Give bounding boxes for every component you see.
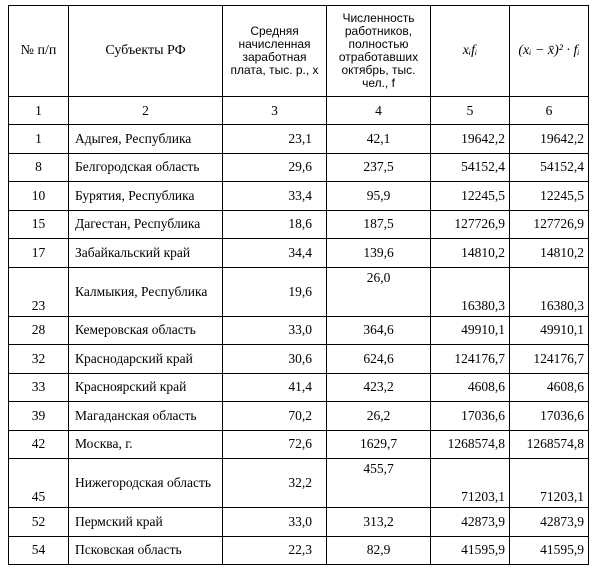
deviation-value: 41595,9: [510, 536, 589, 565]
subject-name: Красноярский край: [69, 373, 223, 402]
workers-value: 364,6: [327, 316, 431, 345]
deviation-value: 127726,9: [510, 210, 589, 239]
table-row: [9, 345, 589, 374]
column-number-row: [9, 97, 589, 125]
workers-value: 26,0: [327, 267, 431, 316]
table-row: [9, 125, 589, 154]
row-number: 28: [9, 316, 69, 345]
subject-name: Бурятия, Республика: [69, 182, 223, 211]
table-row: [9, 182, 589, 211]
workers-value: 26,2: [327, 402, 431, 431]
formula-deviation: (xᵢ − x̄)² · fᵢ: [518, 43, 580, 58]
deviation-value: 71203,1: [510, 459, 589, 508]
subject-name: Пермский край: [69, 508, 223, 537]
column-number: 4: [327, 97, 431, 125]
header-deviation: [510, 6, 589, 97]
deviation-value: 4608,6: [510, 373, 589, 402]
salary-value: 32,2: [223, 459, 327, 508]
header-row: [9, 6, 589, 97]
deviation-value: 124176,7: [510, 345, 589, 374]
row-number: 45: [9, 459, 69, 508]
xf-value: 14810,2: [431, 239, 510, 268]
table-row: [9, 210, 589, 239]
header-salary: Средняя начисленная заработная плата, тыс. р., х: [223, 6, 327, 97]
workers-value: 313,2: [327, 508, 431, 537]
xf-value: 1268574,8: [431, 430, 510, 459]
subject-name: Кемеровская область: [69, 316, 223, 345]
salary-value: 18,6: [223, 210, 327, 239]
salary-value: 33,0: [223, 316, 327, 345]
xf-value: 41595,9: [431, 536, 510, 565]
formula-xf: xᵢfᵢ: [462, 43, 478, 58]
xf-value: 42873,9: [431, 508, 510, 537]
subject-name: Забайкальский край: [69, 239, 223, 268]
column-number: 2: [69, 97, 223, 125]
xf-value: 4608,6: [431, 373, 510, 402]
table-row: [9, 267, 589, 316]
deviation-value: 14810,2: [510, 239, 589, 268]
deviation-value: 16380,3: [510, 267, 589, 316]
salary-value: 72,6: [223, 430, 327, 459]
deviation-value: 19642,2: [510, 125, 589, 154]
subject-name: Москва, г.: [69, 430, 223, 459]
subject-name: Адыгея, Республика: [69, 125, 223, 154]
salary-value: 19,6: [223, 267, 327, 316]
xf-value: 54152,4: [431, 153, 510, 182]
workers-value: 95,9: [327, 182, 431, 211]
workers-value: 237,5: [327, 153, 431, 182]
table-row: [9, 508, 589, 537]
deviation-value: 17036,6: [510, 402, 589, 431]
salary-value: 34,4: [223, 239, 327, 268]
workers-value: 1629,7: [327, 430, 431, 459]
xf-value: 127726,9: [431, 210, 510, 239]
row-number: 15: [9, 210, 69, 239]
row-number: 39: [9, 402, 69, 431]
column-number: 3: [223, 97, 327, 125]
workers-value: 455,7: [327, 459, 431, 508]
column-number: 5: [431, 97, 510, 125]
subject-name: Белгородская область: [69, 153, 223, 182]
header-workers: Численность работников, полностью отработавших октябрь, тыс. чел., f: [327, 6, 431, 97]
workers-value: 42,1: [327, 125, 431, 154]
row-number: 17: [9, 239, 69, 268]
row-number: 52: [9, 508, 69, 537]
salary-value: 33,4: [223, 182, 327, 211]
row-number: 1: [9, 125, 69, 154]
row-number: 33: [9, 373, 69, 402]
xf-value: 71203,1: [431, 459, 510, 508]
header-subject: Субъекты РФ: [69, 6, 223, 97]
workers-value: 82,9: [327, 536, 431, 565]
subject-name: Магаданская область: [69, 402, 223, 431]
salary-value: 29,6: [223, 153, 327, 182]
table-row: [9, 316, 589, 345]
table-row: [9, 459, 589, 508]
salary-value: 70,2: [223, 402, 327, 431]
row-number: 32: [9, 345, 69, 374]
row-number: 10: [9, 182, 69, 211]
workers-value: 187,5: [327, 210, 431, 239]
row-number: 54: [9, 536, 69, 565]
workers-value: 423,2: [327, 373, 431, 402]
workers-value: 624,6: [327, 345, 431, 374]
table-row: [9, 373, 589, 402]
xf-value: 49910,1: [431, 316, 510, 345]
table-row: [9, 402, 589, 431]
salary-value: 30,6: [223, 345, 327, 374]
deviation-value: 42873,9: [510, 508, 589, 537]
xf-value: 124176,7: [431, 345, 510, 374]
column-number: 6: [510, 97, 589, 125]
subject-name: Нижегородская область: [69, 459, 223, 508]
deviation-value: 1268574,8: [510, 430, 589, 459]
subject-name: Дагестан, Республика: [69, 210, 223, 239]
salary-value: 33,0: [223, 508, 327, 537]
xf-value: 12245,5: [431, 182, 510, 211]
subject-name: Псковская область: [69, 536, 223, 565]
salary-value: 41,4: [223, 373, 327, 402]
salary-value: 22,3: [223, 536, 327, 565]
header-xf: [431, 6, 510, 97]
row-number: 23: [9, 267, 69, 316]
workers-value: 139,6: [327, 239, 431, 268]
salary-table: [8, 5, 589, 565]
table-row: [9, 239, 589, 268]
xf-value: 16380,3: [431, 267, 510, 316]
row-number: 8: [9, 153, 69, 182]
deviation-value: 49910,1: [510, 316, 589, 345]
xf-value: 19642,2: [431, 125, 510, 154]
subject-name: Краснодарский край: [69, 345, 223, 374]
table-row: [9, 153, 589, 182]
subject-name: Калмыкия, Республика: [69, 267, 223, 316]
deviation-value: 12245,5: [510, 182, 589, 211]
table-row: [9, 430, 589, 459]
row-number: 42: [9, 430, 69, 459]
table-row: [9, 536, 589, 565]
header-num: № п/п: [9, 6, 69, 97]
salary-value: 23,1: [223, 125, 327, 154]
xf-value: 17036,6: [431, 402, 510, 431]
deviation-value: 54152,4: [510, 153, 589, 182]
column-number: 1: [9, 97, 69, 125]
